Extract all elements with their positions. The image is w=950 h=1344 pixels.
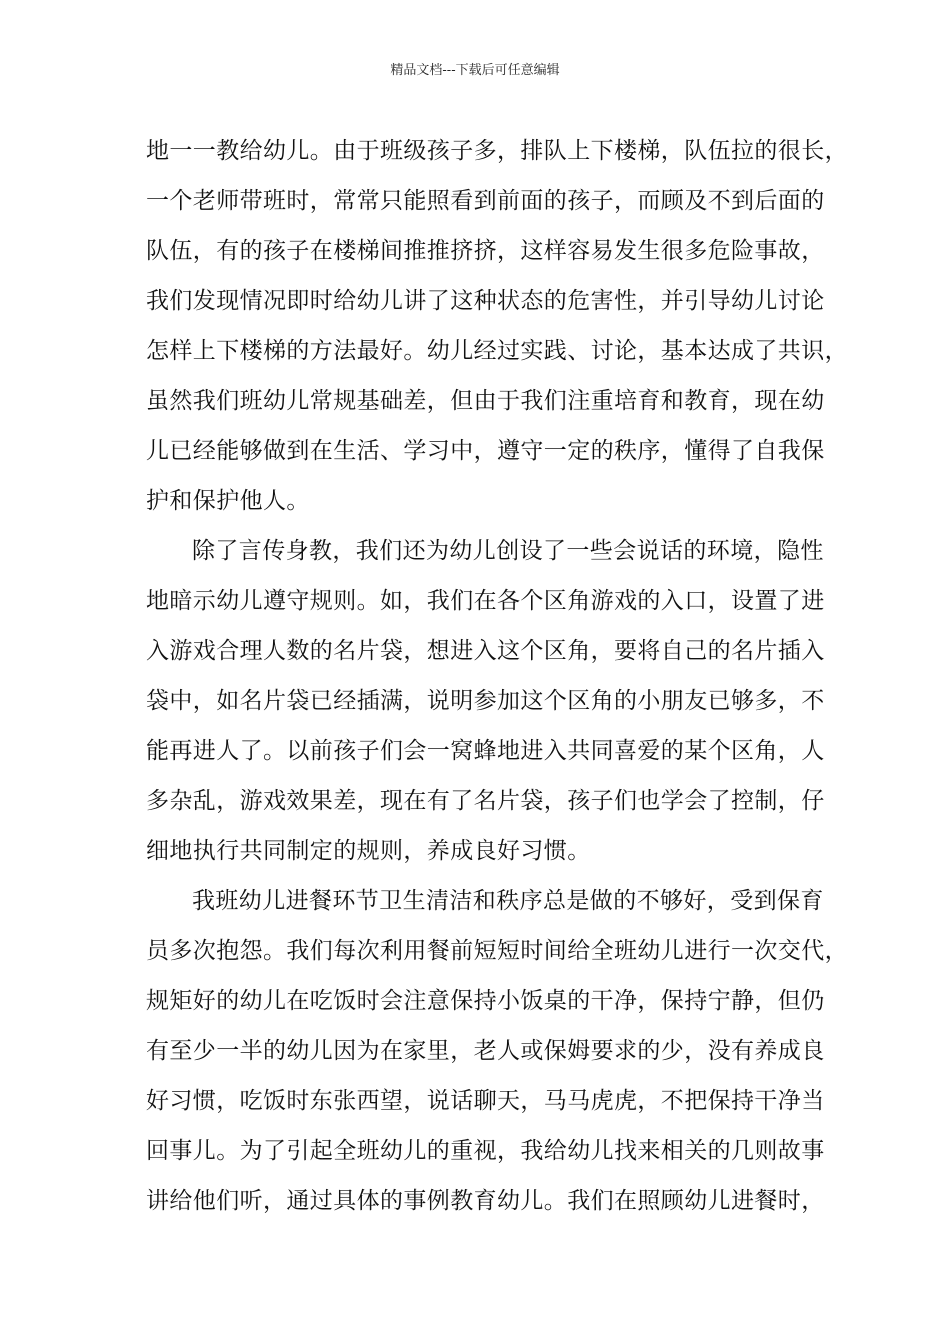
text-line: 细地执行共同制定的规则，养成良好习惯。 [146, 838, 591, 864]
text-line: 地一一教给幼儿。由于班级孩子多，排队上下楼梯，队伍拉的很长， [146, 138, 848, 164]
text-line: 能再进人了。以前孩子们会一窝蜂地进入共同喜爱的某个区角，人 [146, 738, 825, 764]
text-line: 地暗示幼儿遵守规则。如，我们在各个区角游戏的入口，设置了进 [146, 588, 825, 614]
text-line: 入游戏合理人数的名片袋，想进入这个区角，要将自己的名片插入 [146, 638, 825, 664]
text-line: 好习惯，吃饭时东张西望，说话聊天，马马虎虎，不把保持干净当 [146, 1088, 825, 1114]
text-line: 讲给他们听，通过具体的事例教育幼儿。我们在照顾幼儿进餐时， [146, 1188, 825, 1214]
text-line: 规矩好的幼儿在吃饭时会注意保持小饭桌的干净，保持宁静，但仍 [146, 988, 825, 1014]
text-line: 有至少一半的幼儿因为在家里，老人或保姆要求的少，没有养成良 [146, 1038, 825, 1064]
text-line: 一个老师带班时，常常只能照看到前面的孩子，而顾及不到后面的 [146, 188, 825, 214]
body-text [146, 126, 848, 1226]
text-line: 我们发现情况即时给幼儿讲了这种状态的危害性，并引导幼儿讨论 [146, 288, 825, 314]
text-line: 队伍，有的孩子在楼梯间推推挤挤，这样容易发生很多危险事故， [146, 238, 825, 264]
text-line: 护和保护他人。 [146, 488, 310, 514]
text-line: 儿已经能够做到在生活、学习中，遵守一定的秩序，懂得了自我保 [146, 438, 825, 464]
page-header: 精品文档---下载后可任意编辑 [390, 63, 560, 78]
text-line: 员多次抱怨。我们每次利用餐前短短时间给全班幼儿进行一次交代， [146, 938, 848, 964]
text-line: 怎样上下楼梯的方法最好。幼儿经过实践、讨论，基本达成了共识， [146, 338, 848, 364]
text-line: 多杂乱，游戏效果差，现在有了名片袋，孩子们也学会了控制，仔 [146, 788, 825, 814]
text-line: 虽然我们班幼儿常规基础差，但由于我们注重培育和教育，现在幼 [146, 388, 825, 414]
text-line: 袋中，如名片袋已经插满，说明参加这个区角的小朋友已够多，不 [146, 688, 825, 714]
paragraph-start-line: 除了言传身教，我们还为幼儿创设了一些会说话的环境，隐性 [192, 538, 824, 564]
paragraph-start-line: 我班幼儿进餐环节卫生清洁和秩序总是做的不够好，受到保育 [192, 888, 824, 914]
text-line: 回事儿。为了引起全班幼儿的重视，我给幼儿找来相关的几则故事 [146, 1138, 825, 1164]
